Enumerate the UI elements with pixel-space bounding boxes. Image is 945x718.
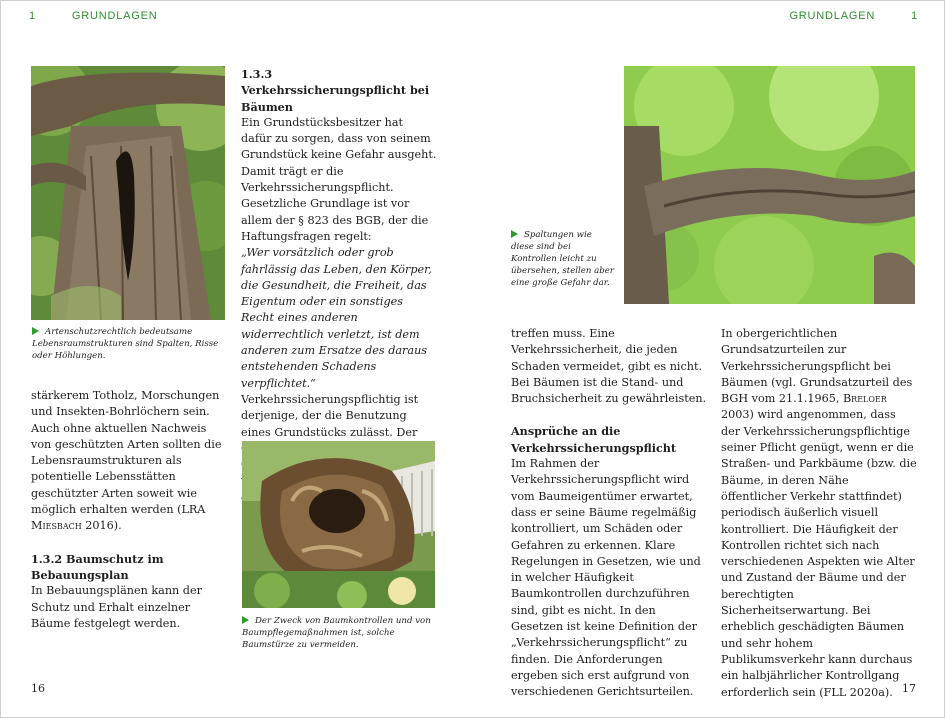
caption-fallen-tree: Der Zweck von Baumkontrollen und von Baumpflegemaßnahmen ist, solche Baumstürze zu vermeiden. — [242, 616, 431, 650]
chapter-number: 1 — [911, 10, 918, 22]
chapter-title: GRUNDLAGEN — [71, 10, 158, 22]
paragraph: Verkehrssicherungspflichtig ist derjenige, der die Benutzung eines Grundstücks zulässt. Der — [241, 392, 419, 439]
paragraph: Auch ohne aktuellen Nachweis von geschützten Arten sollten die Lebensraumstrukturen als potentielle Lebensstätten geschützter Arten soweit wie möglich erhalten werden (LRA Miesbach 2016). — [31, 421, 222, 533]
page-number-right: 17 — [902, 682, 916, 695]
photo-fallen-tree-stump — [242, 441, 435, 608]
paragraph: In Bebauungsplänen kann der Schutz und Erhalt einzelner Bäume festgelegt werden. — [31, 584, 202, 630]
page-number-left: 16 — [31, 682, 45, 695]
chapter-title: GRUNDLAGEN — [789, 10, 876, 22]
caption-branch-split: Spaltungen wie diese sind bei Kontrollen leicht zu übersehen, stellen aber eine große Gefahr dar. — [511, 230, 614, 288]
legal-quote: „Wer vorsätzlich oder grob fahrlässig das Leben, den Körper, die Gesundheit, die Freiheit, das Eigentum oder ein sonstiges Recht eines anderen widerrechtlich verletzt, ist dem anderen zum Ersatze des daraus entstehenden Schadens verpflichtet.“ — [241, 246, 432, 390]
section-heading: Ansprüche an die Verkehrssicherungspflicht — [511, 424, 677, 455]
paragraph: Im Rahmen der Verkehrssicherungspflicht wird vom Baumeigentümer erwartet, dass er seine Bäume regelmäßig kontrolliert, um Schäden oder Gefahren zu erkennen. Klare Regelungen in Gesetzen, wie und in welcher Häufigkeit Baumkontrollen durchzuführen sind, gibt es nicht. In den Gesetzen ist keine Definition der „Verkehrssicherungspflicht“ zu finden. Die Anforderungen ergeben sich erst aufgrund von verschiedenen Gerichtsurteilen. — [511, 457, 701, 699]
caption-arrow-icon — [242, 616, 249, 624]
caption-arrow-icon — [511, 230, 518, 238]
text-column-1 — [31, 388, 227, 632]
caption-arrow-icon — [32, 327, 39, 335]
running-header-right — [789, 10, 918, 22]
text-column-3 — [511, 326, 707, 701]
text-column-4 — [721, 326, 917, 701]
chapter-number: 1 — [29, 10, 36, 22]
caption-tree-trunk: Artenschutzrechtlich bedeutsame Lebensraumstrukturen sind Spalten, Risse oder Höhlungen. — [32, 327, 219, 361]
section-heading: 1.3.2 Baumschutz im Bebauungsplan — [31, 551, 164, 582]
paragraph: Ein Grundstücksbesitzer hat dafür zu sorgen, dass von seinem Grundstück keine Gefahr ausgeht. Damit trägt er die Verkehrssicherungspflicht. Gesetzliche Grundlage ist vor allem der § 823 des BGB, der die Haftungsfragen regelt: — [241, 115, 437, 243]
running-header-left — [29, 10, 158, 22]
photo-tree-trunk-cavity — [31, 66, 225, 320]
photo-tree-branch-split — [624, 66, 915, 304]
text-column-2 — [241, 66, 437, 506]
paragraph: In obergerichtlichen Grundsatzurteilen zur Verkehrssicherungspflicht bei Bäumen (vgl. Grundsatzurteil des BGH vom 21.1.1965, Breloer 2003) wird angenommen, dass der Verkehrssicherungspflichtige seiner Pflicht genügt, wenn er die Straßen- und Parkbäume (bzw. die Bäume, in deren Nähe öffentlicher Verkehr stattfindet) periodisch äußerlich visuell kontrolliert. Die Häufigkeit der Kontrollen richtet sich nach verschiedenen Aspekten wie Alter und Zustand der Bäume und der berechtigten Sicherheitserwartung. Bei erheblich geschädigten Bäumen und sehr hohem Publikumsverkehr kann durchaus ein halbjährlicher Kontrollgang erforderlich sein (FLL 2020a). — [721, 327, 917, 699]
paragraph: stärkerem Totholz, Morschungen und Insekten-Bohrlöchern sein. — [31, 389, 220, 419]
paragraph: treffen muss. Eine Verkehrssicherheit, die jeden Schaden vermeidet, gibt es nicht. Bei Bäumen ist die Stand- und Bruchsicherheit zu gewährleisten. — [511, 327, 707, 406]
section-heading: 1.3.3 Verkehrssicherungspflicht bei Bäumen — [241, 67, 430, 114]
